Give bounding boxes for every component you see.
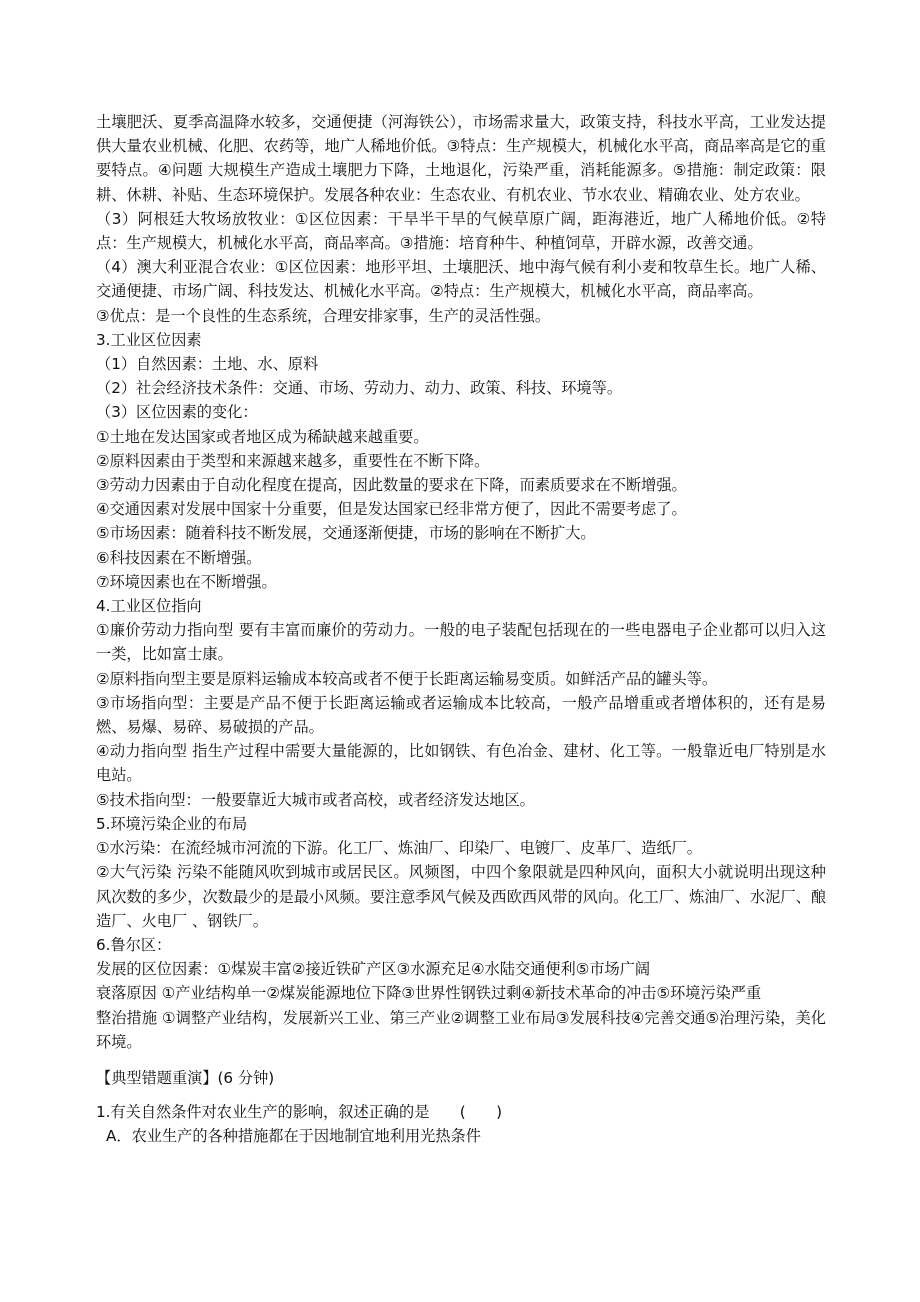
list-item: ②原料因素由于类型和来源越来越多，重要性在不断下降。: [96, 451, 490, 470]
item-socioeconomic-factors: （2）社会经济技术条件：交通、市场、劳动力、动力、政策、科技、环境等。: [96, 379, 623, 398]
list-item: ⑤技术指向型：一般要靠近大城市或者高校，或者经济发达地区。: [96, 790, 535, 809]
question-1: 1.有关自然条件对农业生产的影响，叙述正确的是 ( ): [96, 1103, 503, 1122]
paragraph-australia-mixed-farming: （4）澳大利亚混合农业：①区位因素：地形平坦、土壤肥沃、地中海气候有利小麦和牧草生长。地广人稀、交通便捷、市场广阔、科技发达、机械化水平高。②特点：生产规模大，机械化水平高，商品率高。: [96, 258, 826, 301]
heading-ruhr-area: 6.鲁尔区：: [96, 935, 172, 954]
list-item: ③劳动力因素由于自动化程度在提高，因此数量的要求在下降，而素质要求在不断增强。: [96, 476, 687, 495]
list-item: ①土地在发达国家或者地区成为稀缺越来越重要。: [96, 427, 429, 446]
list-item: ④动力指向型 指生产过程中需要大量能源的，比如钢铁、有色冶金、建材、化工等。一般靠近电厂特别是水电站。: [96, 742, 826, 785]
heading-polluting-industry-layout: 5.环境污染企业的布局: [96, 814, 248, 833]
list-item: ②大气污染 污染不能随风吹到城市或居民区。风频图，中四个象限就是四种风向，面积大小就说明出现这种风次数的多少，次数最少的是最小风频。要注意季风气候及西欧西风带的风向。化工厂、炼油厂、水泥厂、酿造厂、火电厂 、钢铁厂。: [96, 863, 826, 930]
list-item: ⑥科技因素在不断增强。: [96, 548, 262, 567]
list-item: ②原料指向型主要是原料运输成本较高或者不便于长距离运输易变质。如鲜活产品的罐头等。: [96, 669, 718, 688]
paragraph-us-agriculture: 土壤肥沃、夏季高温降水较多，交通便捷（河海铁公），市场需求量大，政策支持，科技水平高，工业发达提供大量农业机械、化肥、农药等，地广人稀地价低。③特点：生产规模大，机械化水平高，商品率高是它的重要特点。④问题 大规模生产造成土壤肥力下降，土地退化，污染严重，消耗能源多。⑤措施：制定政策：限耕、休耕、补贴、生态环境保护。发展各种农业：生态农业、有机农业、节水农业、精确农业、处方农业。: [96, 113, 826, 204]
paragraph-advantages: ③优点：是一个良性的生态系统，合理安排家事，生产的灵活性强。: [96, 306, 551, 325]
list-item: ①水污染：在流经城市河流的下游。化工厂、炼油厂、印染厂、电镀厂、皮革厂、造纸厂。: [96, 839, 702, 858]
section-title-typical-errors: 【典型错题重演】(6 分钟): [96, 1068, 275, 1087]
list-item: ⑦环境因素也在不断增强。: [96, 572, 277, 591]
document-page: [96, 110, 826, 1149]
item-factor-changes: （3）区位因素的变化：: [96, 403, 258, 422]
heading-industrial-location-factors: 3.工业区位因素: [96, 330, 202, 349]
ruhr-location-factors: 发展的区位因素：①煤炭丰富②接近铁矿产区③水源充足④水陆交通便利⑤市场广阔: [96, 960, 651, 979]
ruhr-remediation-measures: 整治措施 ①调整产业结构，发展新兴工业、第三产业②调整工业布局③发展科技④完善交通⑤治理污染，美化环境。: [96, 1008, 826, 1051]
question-1-option-a: A．农业生产的各种措施都在于因地制宜地利用光热条件: [106, 1127, 481, 1146]
ruhr-decline-reasons: 衰落原因 ①产业结构单一②煤炭能源地位下降③世界性钢铁过剩④新技术革命的冲击⑤环境污染严重: [96, 984, 762, 1003]
list-item: ⑤市场因素：随着科技不断发展，交通逐渐便捷，市场的影响在不断扩大。: [96, 524, 596, 543]
list-item: ③市场指向型：主要是产品不便于长距离运输或者运输成本比较高，一般产品增重或者增体积的，还有是易燃、易爆、易碎、易破损的产品。: [96, 693, 826, 737]
list-item: ①廉价劳动力指向型 要有丰富而廉价的劳动力。一般的电子装配包括现在的一些电器电子企业都可以归入这一类，比如富士康。: [96, 621, 826, 664]
item-natural-factors: （1）自然因素：土地、水、原料: [96, 355, 319, 374]
list-item: ④交通因素对发展中国家十分重要，但是发达国家已经非常方便了，因此不需要考虑了。: [96, 500, 687, 519]
heading-industrial-orientation: 4.工业区位指向: [96, 597, 202, 616]
paragraph-argentina-ranching: （3）阿根廷大牧场放牧业：①区位因素：干旱半干旱的气候草原广阔，距海港近，地广人稀地价低。②特点：生产规模大，机械化水平高，商品率高。③措施：培育种牛、种植饲草，开辟水源，改善交通。: [96, 209, 826, 253]
